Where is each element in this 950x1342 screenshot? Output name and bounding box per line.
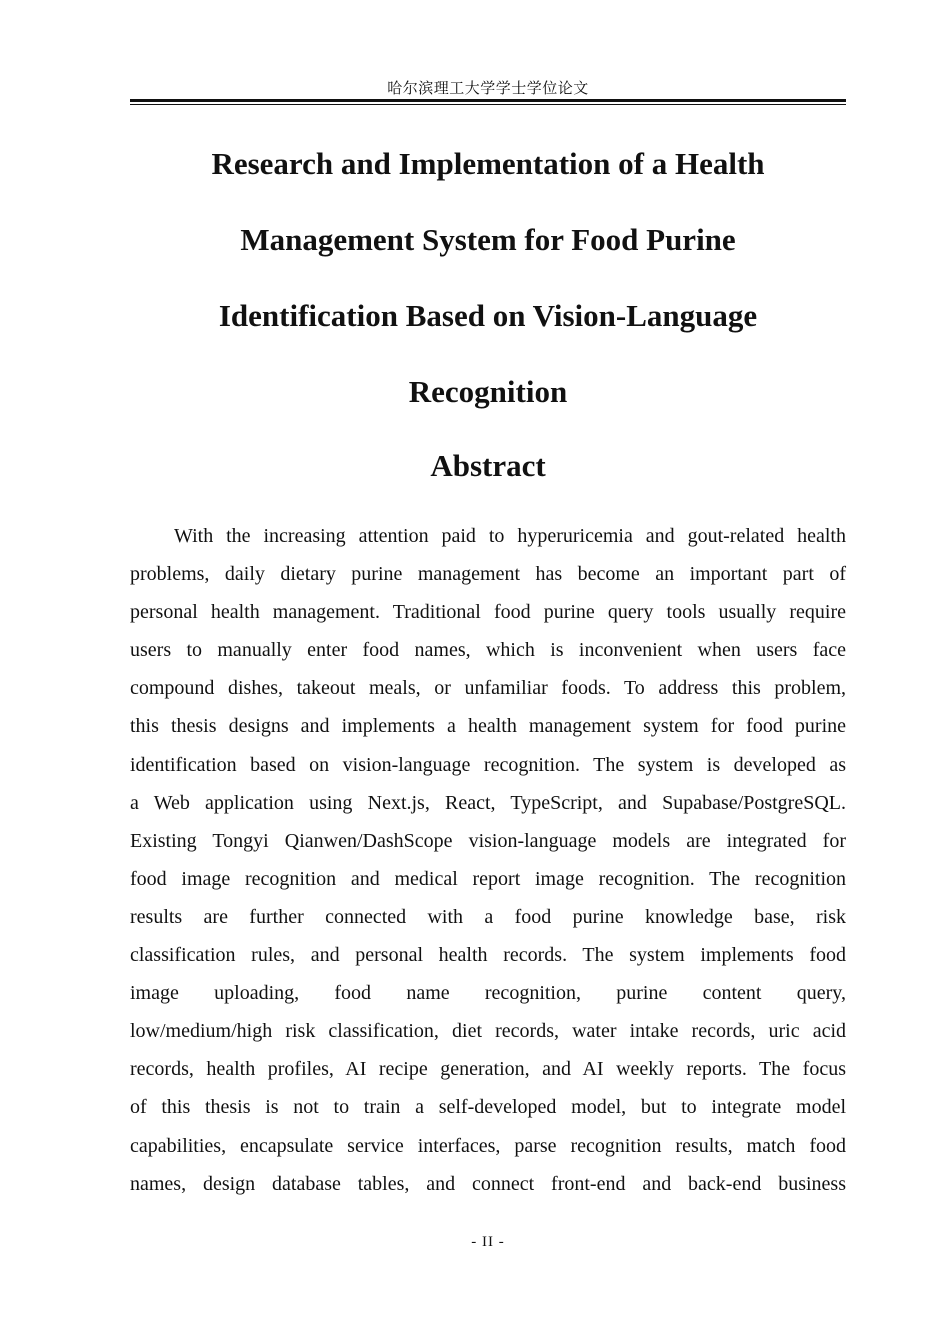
title-line: Recognition (408, 374, 568, 409)
abstract-line: users to manually enter food names, which is inconvenient when users face (130, 639, 846, 662)
abstract-body (130, 517, 846, 1203)
page-number: - II - (471, 1234, 505, 1250)
abstract-line: food image recognition and medical report image recognition. The recognition (130, 867, 846, 890)
abstract-line: a Web application using Next.js, React, TypeScript, and Supabase/PostgreSQL. (130, 791, 846, 814)
abstract-line: results are further connected with a food purine knowledge base, risk (130, 905, 846, 928)
abstract-line: With the increasing attention paid to hyperuricemia and gout-related health (174, 525, 846, 547)
header-rule-thin (130, 104, 846, 105)
abstract-line: records, health profiles, AI recipe generation, and AI weekly reports. The focus (130, 1058, 846, 1081)
abstract-line: classification rules, and personal health records. The system implements food (130, 944, 846, 967)
abstract-line: capabilities, encapsulate service interfaces, parse recognition results, match food (130, 1134, 846, 1157)
title-line: Identification Based on Vision-Language (218, 298, 758, 333)
abstract-line: Existing Tongyi Qianwen/DashScope vision-language models are integrated for (130, 829, 846, 852)
running-header: 哈尔滨理工大学学士学位论文 (387, 79, 589, 97)
abstract-line: problems, daily dietary purine management has become an important part of (130, 563, 846, 586)
abstract-line: of this thesis is not to train a self-developed model, but to integrate model (130, 1096, 846, 1119)
abstract-heading: Abstract (430, 448, 546, 483)
abstract-line: personal health management. Traditional food purine query tools usually require (130, 601, 846, 624)
thesis-title (130, 126, 846, 430)
abstract-line: this thesis designs and implements a health management system for food purine (130, 715, 846, 738)
abstract-line: image uploading, food name recognition, purine content query, (130, 982, 846, 1005)
title-line: Management System for Food Purine (240, 222, 736, 257)
abstract-line: compound dishes, takeout meals, or unfamiliar foods. To address this problem, (130, 677, 846, 700)
header-rule-thick (130, 99, 846, 102)
abstract-line: low/medium/high risk classification, diet records, water intake records, uric acid (130, 1020, 846, 1043)
title-line: Research and Implementation of a Health (211, 146, 765, 181)
abstract-line: identification based on vision-language recognition. The system is developed as (130, 753, 846, 776)
abstract-line: names, design database tables, and connect front-end and back-end business (130, 1172, 846, 1195)
